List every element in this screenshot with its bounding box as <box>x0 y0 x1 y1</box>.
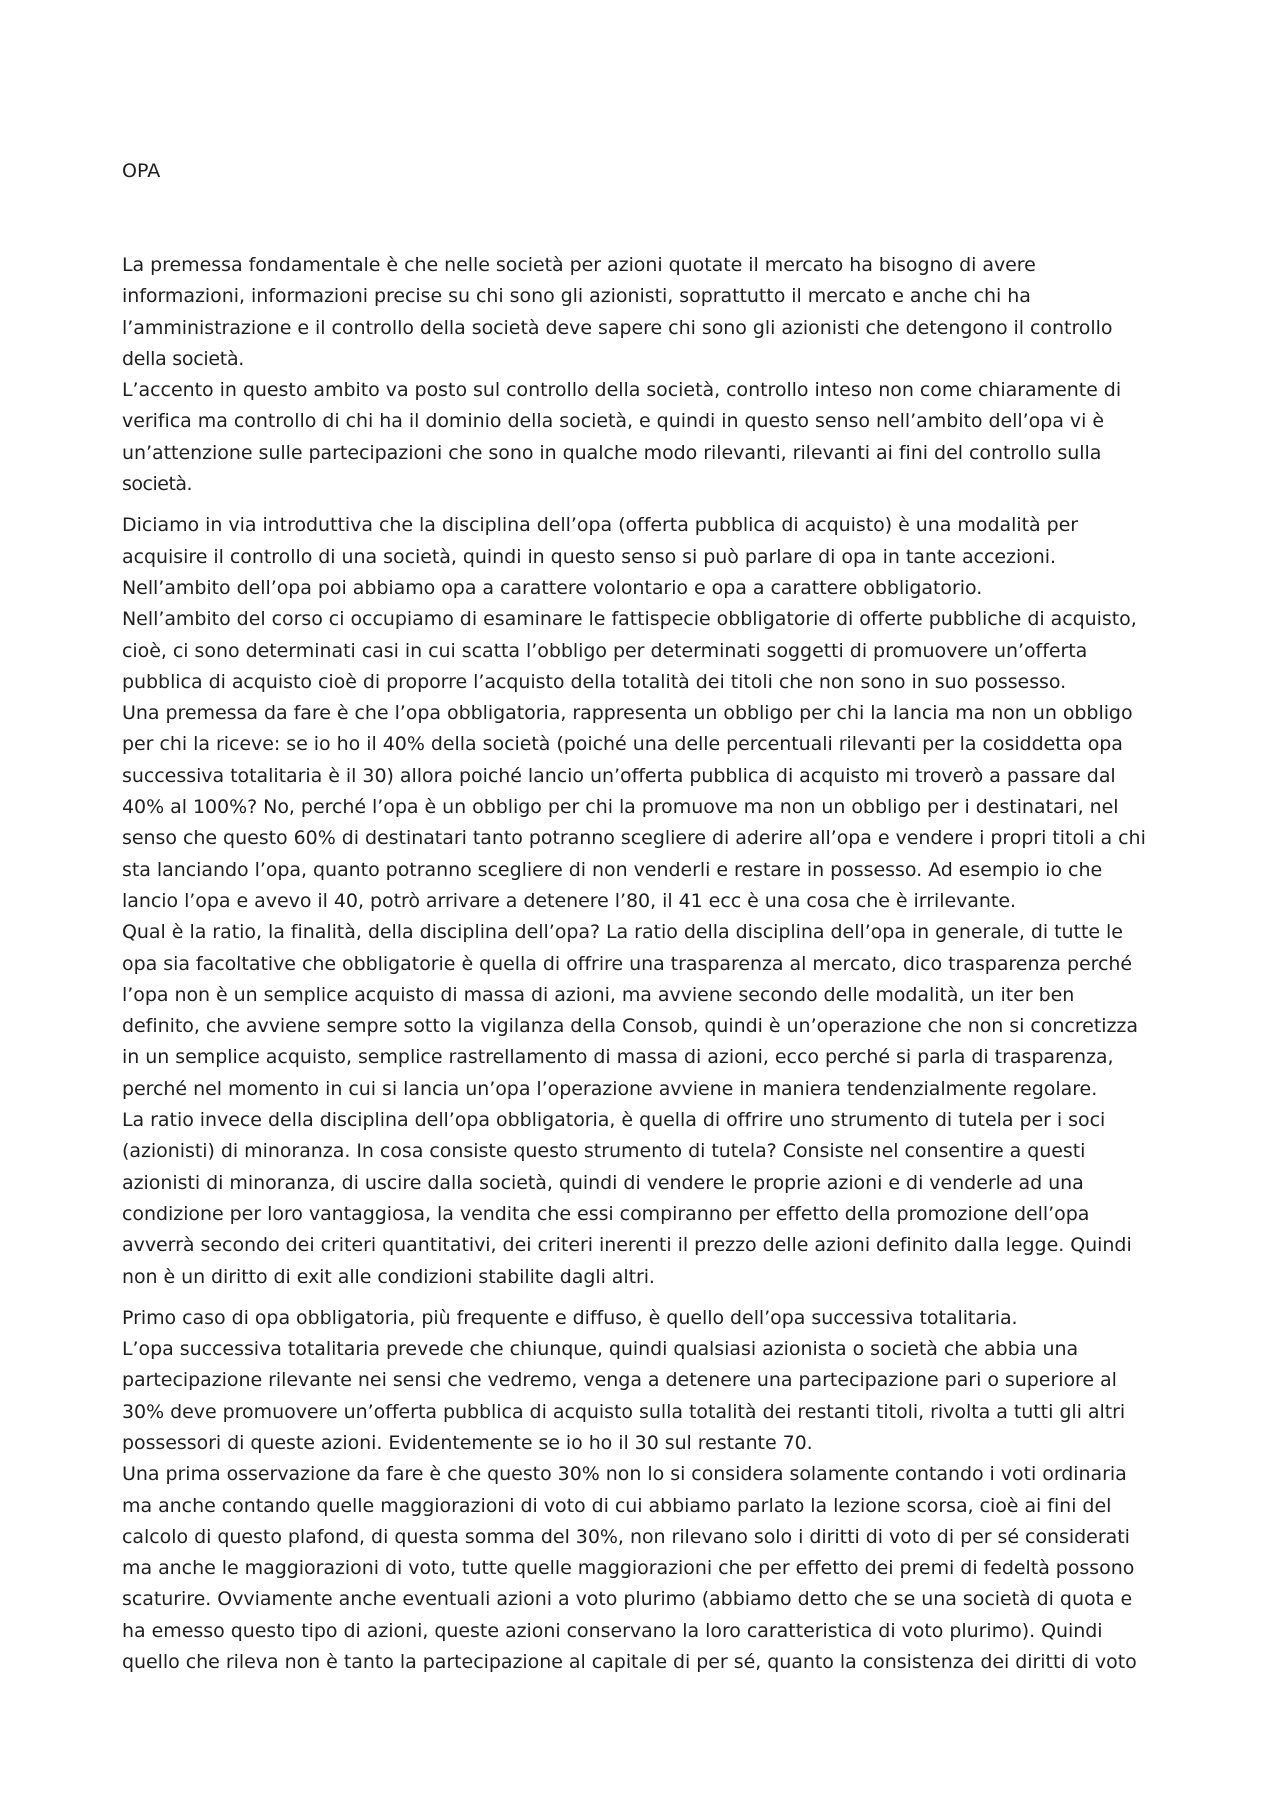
paragraph <box>122 510 1162 1292</box>
text-line: Una premessa da fare è che l’opa obbligatoria, rappresenta un obbligo per chi la lancia ma non un obbligo <box>122 702 1133 725</box>
text-line: Primo caso di opa obbligatoria, più frequente e diffuso, è quello dell’opa successiva totalitaria. <box>122 1306 1018 1329</box>
text-line: calcolo di questo plafond, di questa somma del 30%, non rilevano solo i diritti di voto di per sé considerati <box>122 1525 1130 1548</box>
text-line: verifica ma controllo di chi ha il dominio della società, e quindi in questo senso nell’ambito dell’opa vi è <box>122 410 1104 433</box>
text-line: avverrà secondo dei criteri quantitativi, dei criteri inerenti il prezzo delle azioni definito dalla legge. Quindi <box>122 1234 1132 1257</box>
text-line: quello che rileva non è tanto la partecipazione al capitale di per sé, quanto la consistenza dei diritti di voto <box>122 1651 1137 1674</box>
text-line: (azionisti) di minoranza. In cosa consiste questo strumento di tutela? Consiste nel consentire a questi <box>122 1140 1086 1163</box>
text-line: Una prima osservazione da fare è che questo 30% non lo si considera solamente contando i voti ordinaria <box>122 1463 1127 1486</box>
text-line: definito, che avviene sempre sotto la vigilanza della Consob, quindi è un’operazione che non si concretizza <box>122 1015 1138 1038</box>
text-line: Diciamo in via introduttiva che la disciplina dell’opa (offerta pubblica di acquisto) è una modalità per <box>122 514 1079 537</box>
text-line: L’opa successiva totalitaria prevede che chiunque, quindi qualsiasi azionista o società che abbia una <box>122 1338 1079 1361</box>
document-title: OPA <box>122 160 161 182</box>
text-line: ma anche contando quelle maggiorazioni di voto di cui abbiamo parlato la lezione scorsa, cioè ai fini del <box>122 1494 1112 1517</box>
text-line: non è un diritto di exit alle condizioni stabilite dagli altri. <box>122 1265 655 1288</box>
text-line: per chi la riceve: se io ho il 40% della società (poiché una delle percentuali rilevanti per la cosiddetta opa <box>122 733 1123 756</box>
text-line: condizione per loro vantaggiosa, la vendita che essi compiranno per effetto della promozione dell’opa <box>122 1202 1090 1225</box>
text-line: 30% deve promuovere un’offerta pubblica di acquisto sulla totalità dei restanti titoli, rivolta a tutti gli altri <box>122 1400 1126 1423</box>
text-line: l’amministrazione e il controllo della società deve sapere chi sono gli azionisti che detengono il controllo <box>122 316 1113 339</box>
text-line: ha emesso questo tipo di azioni, queste azioni conservano la loro caratteristica di voto plurimo). Quindi <box>122 1619 1103 1642</box>
text-line: l’opa non è un semplice acquisto di massa di azioni, ma avviene secondo delle modalità, un iter ben <box>122 983 1075 1006</box>
text-line: in un semplice acquisto, semplice rastrellamento di massa di azioni, ecco perché si parla di trasparenza, <box>122 1046 1114 1069</box>
text-line: La ratio invece della disciplina dell’opa obbligatoria, è quella di offrire uno strumento di tutela per i soci <box>122 1109 1106 1132</box>
text-line: Nell’ambito del corso ci occupiamo di esaminare le fattispecie obbligatorie di offerte pubbliche di acquisto, <box>122 608 1137 631</box>
text-line: perché nel momento in cui si lancia un’opa l’operazione avviene in maniera tendenzialmente regolare. <box>122 1077 1098 1100</box>
text-line: acquisire il controllo di una società, quindi in questo senso si può parlare di opa in tante accezioni. <box>122 545 1057 568</box>
text-line: successiva totalitaria è il 30) allora poiché lancio un’offerta pubblica di acquisto mi troverò a passare dal <box>122 764 1116 787</box>
paragraph <box>122 250 1162 500</box>
text-line: sta lanciando l’opa, quanto potranno scegliere di non venderli e restare in possesso. Ad esempio io che <box>122 858 1103 881</box>
text-line: Nell’ambito dell’opa poi abbiamo opa a carattere volontario e opa a carattere obbligatorio. <box>122 576 983 599</box>
text-line: della società. <box>122 347 245 370</box>
text-line: possessori di queste azioni. Evidentemente se io ho il 30 sul restante 70. <box>122 1431 813 1454</box>
document-body <box>122 250 1162 1678</box>
text-line: 40% al 100%? No, perché l’opa è un obbligo per chi la promuove ma non un obbligo per i destinatari, nel <box>122 796 1119 819</box>
text-line: opa sia facoltative che obbligatorie è quella di offrire una trasparenza al mercato, dico trasparenza perché <box>122 952 1133 975</box>
text-line: La premessa fondamentale è che nelle società per azioni quotate il mercato ha bisogno di avere <box>122 254 1036 276</box>
text-line: azionisti di minoranza, di uscire dalla società, quindi di vendere le proprie azioni e di venderle ad una <box>122 1171 1084 1194</box>
text-line: società. <box>122 473 193 496</box>
text-line: partecipazione rilevante nei sensi che vedremo, venga a detenere una partecipazione pari o superiore al <box>122 1369 1117 1392</box>
paragraph <box>122 1303 1162 1679</box>
document-page <box>122 0 1158 1811</box>
text-line: Qual è la ratio, la finalità, della disciplina dell’opa? La ratio della disciplina dell’opa in generale, di tutte le <box>122 921 1123 944</box>
text-line: pubblica di acquisto cioè di proporre l’acquisto della totalità dei titoli che non sono in suo possesso. <box>122 670 1067 693</box>
text-line: senso che questo 60% di destinatari tanto potranno scegliere di aderire all’opa e vendere i propri titoli a chi <box>122 827 1146 850</box>
text-line: un’attenzione sulle partecipazioni che sono in qualche modo rilevanti, rilevanti ai fini del controllo sulla <box>122 441 1102 464</box>
text-line: lancio l’opa e avevo il 40, potrò arrivare a detenere l’80, il 41 ecc è una cosa che è irrilevante. <box>122 889 1016 912</box>
text-line: cioè, ci sono determinati casi in cui scatta l’obbligo per determinati soggetti di promuovere un’offerta <box>122 639 1088 662</box>
text-line: informazioni, informazioni precise su chi sono gli azionisti, soprattutto il mercato e anche chi ha <box>122 285 1031 308</box>
text-line: ma anche le maggiorazioni di voto, tutte quelle maggiorazioni che per effetto dei premi di fedeltà possono <box>122 1557 1135 1580</box>
text-line: scaturire. Ovviamente anche eventuali azioni a voto plurimo (abbiamo detto che se una società di quota e <box>122 1588 1133 1611</box>
text-line: L’accento in questo ambito va posto sul controllo della società, controllo inteso non come chiaramente di <box>122 379 1122 402</box>
